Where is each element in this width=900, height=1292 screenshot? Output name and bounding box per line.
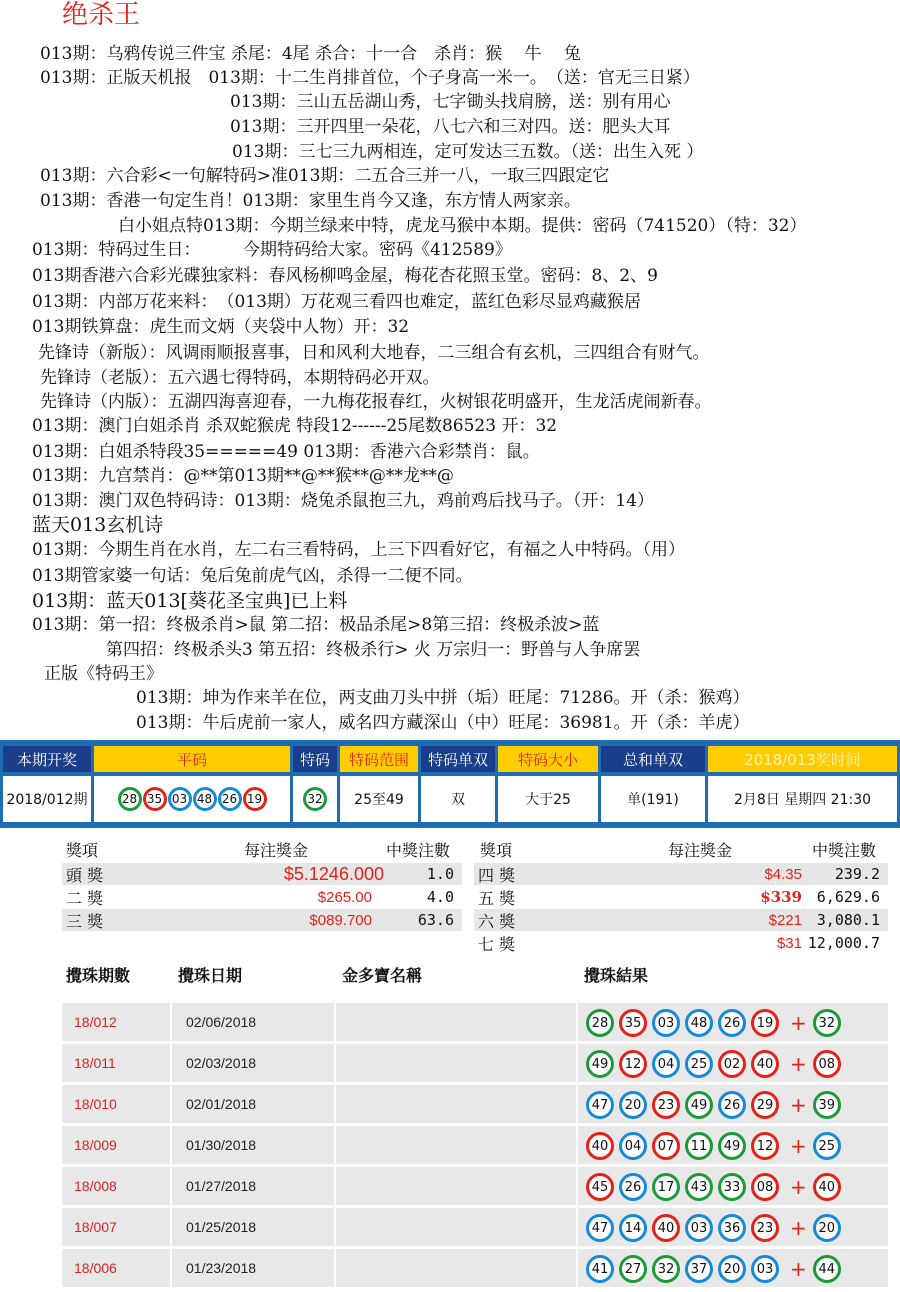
cell-divider <box>170 1208 172 1246</box>
cell-divider <box>576 1167 578 1205</box>
text-line: 013期铁算盘：虎生而文炳（夹袋中人物）开：32 <box>32 317 410 337</box>
text-line: 013期：牛后虎前一家人，威名四方藏深山（中）旺尾：36981。开（杀：羊虎） <box>136 713 750 733</box>
cell-divider <box>576 1126 578 1164</box>
number-ball: 04 <box>619 1132 647 1160</box>
prize-row <box>62 886 462 908</box>
special-ball: 32 <box>813 1009 841 1037</box>
prize-amount: $265.00 <box>317 888 372 906</box>
table-row <box>62 1126 888 1164</box>
prize-amount: $339 <box>760 888 802 906</box>
text-line: 013期：第一招：终极杀肖>鼠 第二招：极品杀尾>8第三招：终极杀波>蓝 <box>32 615 600 635</box>
number-ball: 29 <box>751 1091 779 1119</box>
number-ball: 37 <box>685 1255 713 1283</box>
header-special-number: 特码 <box>293 746 337 772</box>
special-ball: 39 <box>813 1091 841 1119</box>
number-ball: 23 <box>751 1214 779 1242</box>
page-title: 绝杀王 <box>62 0 141 30</box>
cell-divider <box>170 1167 172 1205</box>
history-winner <box>336 1167 576 1205</box>
history-issue: 18/007 <box>74 1219 117 1235</box>
number-ball: 36 <box>718 1214 746 1242</box>
history-header-issue: 攪珠期數 <box>66 966 131 985</box>
history-winner <box>336 1249 576 1287</box>
number-ball: 35 <box>619 1009 647 1037</box>
table-row <box>62 1208 888 1246</box>
table-row <box>62 1044 888 1082</box>
history-result <box>586 1091 841 1119</box>
prize-amount: $31 <box>776 934 802 952</box>
number-ball: 03 <box>168 787 192 811</box>
text-line: 正版《特码王》 <box>44 664 163 684</box>
text-line: 013期：九宫禁肖：@**第013期**@**猴**@**龙**@ <box>32 466 454 486</box>
text-line: 013期香港六合彩光碟独家料：春风杨柳鸣金屋，梅花杏花照玉堂。密码：8、2、9 <box>32 266 658 286</box>
special-ball: 32 <box>303 787 327 811</box>
number-ball: 08 <box>751 1173 779 1201</box>
number-ball: 25 <box>685 1050 713 1078</box>
draw-time: 2月8日 星期四 21:30 <box>708 776 897 822</box>
text-line: 013期：香港一句定生肖！013期：家里生肖今又逢，东方情人两家亲。 <box>40 191 581 211</box>
history-header <box>0 963 900 993</box>
number-ball: 19 <box>243 787 267 811</box>
prize-row <box>474 932 888 954</box>
table-row <box>62 1167 888 1205</box>
text-line: 013期：三开四里一朵花，八七六和三对四。送：肥头大耳 <box>230 117 671 137</box>
number-ball: 12 <box>619 1050 647 1078</box>
text-line: 蓝天013玄机诗 <box>32 514 164 536</box>
number-ball: 43 <box>685 1173 713 1201</box>
special-number <box>293 776 337 822</box>
draw-issue: 2018/012期 <box>3 776 91 822</box>
number-ball: 07 <box>652 1132 680 1160</box>
prize-header-name: 獎項 <box>66 841 99 860</box>
prize-row <box>474 909 888 931</box>
number-ball: 33 <box>718 1173 746 1201</box>
history-date: 01/25/2018 <box>186 1219 257 1235</box>
history-date: 02/06/2018 <box>186 1014 257 1030</box>
prize-name: 五 獎 <box>478 888 516 908</box>
plus-icon: + <box>790 1175 807 1199</box>
number-ball: 20 <box>619 1091 647 1119</box>
text-line: 013期：三七三九两相连，定可发达三五数。（送：出生入死 ） <box>232 142 704 162</box>
prize-amount: $5.1246.000 <box>283 863 384 884</box>
number-ball: 35 <box>143 787 167 811</box>
number-ball: 47 <box>586 1214 614 1242</box>
number-ball: 41 <box>586 1255 614 1283</box>
cell-divider <box>576 1208 578 1246</box>
table-row <box>62 1085 888 1123</box>
text-line: 白小姐点特013期：今期兰绿来中特，虎龙马猴中本期。提供：密码（741520）（特：32） <box>118 216 807 236</box>
prize-name: 六 獎 <box>478 911 516 931</box>
history-issue: 18/010 <box>74 1096 117 1112</box>
plus-icon: + <box>790 1052 807 1076</box>
prize-name: 七 獎 <box>478 934 516 954</box>
text-line: 013期：澳门白姐杀肖 杀双蛇猴虎 特段12------25尾数86523 开：32 <box>32 416 558 436</box>
prize-name: 頭 獎 <box>66 865 104 885</box>
number-ball: 45 <box>586 1173 614 1201</box>
history-result <box>586 1050 841 1078</box>
plus-icon: + <box>790 1093 807 1117</box>
history-issue: 18/006 <box>74 1260 117 1276</box>
prize-header-count: 中獎注數 <box>812 841 877 860</box>
history-header-winner: 金多寶名稱 <box>342 966 423 985</box>
prize-name: 四 獎 <box>478 865 516 885</box>
text-line: 013期管家婆一句话：兔后兔前虎气凶，杀得一二便不同。 <box>32 566 473 586</box>
cell-divider <box>170 1126 172 1164</box>
special-ball: 08 <box>813 1050 841 1078</box>
number-ball: 03 <box>685 1214 713 1242</box>
cell-divider <box>170 1085 172 1123</box>
prize-name: 三 獎 <box>66 911 104 931</box>
special-ball: 25 <box>813 1132 841 1160</box>
text-line: 013期：三山五岳湖山秀，七字锄头找肩膀，送：别有用心 <box>230 92 671 112</box>
special-size: 大于25 <box>498 776 598 822</box>
number-ball: 23 <box>652 1091 680 1119</box>
number-ball: 26 <box>718 1091 746 1119</box>
header-special-odd-even: 特码单双 <box>421 746 495 772</box>
prize-count: 1.0 <box>426 865 454 883</box>
header-current-draw: 本期开奖 <box>3 746 91 772</box>
history-winner <box>336 1003 576 1041</box>
prize-row <box>474 863 888 885</box>
number-ball: 17 <box>652 1173 680 1201</box>
history-winner <box>336 1044 576 1082</box>
header-draw-time: 2018/013奖时间 <box>708 746 897 772</box>
history-date: 02/03/2018 <box>186 1055 257 1071</box>
number-ball: 28 <box>586 1009 614 1037</box>
number-ball: 27 <box>619 1255 647 1283</box>
text-line: 先锋诗（老版）：五六遇七得特码，本期特码必开双。 <box>40 368 440 388</box>
header-sum-odd-even: 总和单双 <box>601 746 705 772</box>
number-ball: 12 <box>751 1132 779 1160</box>
normal-numbers <box>94 776 290 822</box>
number-ball: 40 <box>586 1132 614 1160</box>
history-winner <box>336 1208 576 1246</box>
plus-icon: + <box>790 1011 807 1035</box>
sum-odd-even: 单(191) <box>601 776 705 822</box>
plus-icon: + <box>790 1257 807 1281</box>
cell-divider <box>576 1085 578 1123</box>
history-date: 01/27/2018 <box>186 1178 257 1194</box>
number-ball: 26 <box>619 1173 647 1201</box>
number-ball: 20 <box>718 1255 746 1283</box>
special-odd-even: 双 <box>421 776 495 822</box>
text-line: 013期：正版天机报 013期：十二生肖排首位，个子身高一米一。 （送：官无三日紧） <box>40 68 700 88</box>
history-date: 02/01/2018 <box>186 1096 257 1112</box>
text-line: 013期：今期生肖在水肖，左二右三看特码，上三下四看好它，有福之人中特码。（用） <box>32 540 685 560</box>
history-result <box>586 1173 841 1201</box>
cell-divider <box>576 1003 578 1041</box>
history-result <box>586 1132 841 1160</box>
prize-row <box>62 863 462 885</box>
table-row <box>62 1003 888 1041</box>
history-issue: 18/011 <box>74 1055 116 1071</box>
history-winner <box>336 1126 576 1164</box>
table-row <box>62 1249 888 1287</box>
number-ball: 02 <box>718 1050 746 1078</box>
prize-count: 63.6 <box>417 911 454 929</box>
number-ball: 26 <box>218 787 242 811</box>
text-line: 先锋诗（新版）：风调雨顺报喜事，日和风利大地春，二三组合有玄机，三四组合有财气。 <box>38 343 710 363</box>
history-issue: 18/012 <box>74 1014 117 1030</box>
cell-divider <box>170 1003 172 1041</box>
text-line: 013期：乌鸦传说三件宝 杀尾：4尾 杀合：十一合 杀肖：猴 牛 兔 <box>40 44 581 64</box>
history-issue: 18/009 <box>74 1137 117 1153</box>
number-ball: 03 <box>751 1255 779 1283</box>
cell-divider <box>576 1249 578 1287</box>
prize-name: 二 獎 <box>66 888 104 908</box>
history-header-result: 攪珠結果 <box>584 966 649 985</box>
history-winner <box>336 1085 576 1123</box>
number-ball: 49 <box>586 1050 614 1078</box>
header-special-size: 特码大小 <box>498 746 598 772</box>
history-header-date: 攪珠日期 <box>178 966 243 985</box>
prize-amount: $221 <box>768 911 802 929</box>
text-line: 先锋诗（内版）：五湖四海喜迎春，一九梅花报春红，火树银花明盛开，生龙活虎闹新春。 <box>40 392 712 412</box>
number-ball: 49 <box>718 1132 746 1160</box>
header-special-range: 特码范围 <box>340 746 418 772</box>
plus-icon: + <box>790 1134 807 1158</box>
text-line: 013期：白姐杀特段35=====49 013期：香港六合彩禁肖：鼠。 <box>32 442 540 462</box>
prize-count: 12,000.7 <box>807 934 880 952</box>
text-line: 013期：内部万花来料： （013期）万花观三看四也难定，蓝红色彩尽显鸡藏猴居 <box>32 292 641 312</box>
prize-row <box>62 909 462 931</box>
number-ball: 04 <box>652 1050 680 1078</box>
history-result <box>586 1255 841 1283</box>
cell-divider <box>170 1249 172 1287</box>
prize-count: 3,080.1 <box>816 911 880 929</box>
history-result <box>586 1214 841 1242</box>
prize-amount: $4.35 <box>764 865 802 883</box>
number-ball: 28 <box>118 787 142 811</box>
number-ball: 14 <box>619 1214 647 1242</box>
text-line: 013期：蓝天013[葵花圣宝典]已上料 <box>32 590 348 612</box>
cell-divider <box>170 1044 172 1082</box>
prize-header-amount: 每注獎金 <box>668 841 733 860</box>
prize-row <box>474 886 888 908</box>
prize-count: 6,629.6 <box>816 888 880 906</box>
number-ball: 26 <box>718 1009 746 1037</box>
prize-count: 239.2 <box>834 865 880 883</box>
plus-icon: + <box>790 1216 807 1240</box>
history-date: 01/30/2018 <box>186 1137 257 1153</box>
prize-count: 4.0 <box>426 888 454 906</box>
special-range: 25至49 <box>340 776 418 822</box>
text-line: 013期：六合彩<一句解特码>准013期：二五合三并一八，一取三四跟定它 <box>40 166 610 186</box>
draw-summary-table <box>0 740 900 828</box>
history-date: 01/23/2018 <box>186 1260 257 1276</box>
prize-amount: $089.700 <box>309 911 372 929</box>
text-line: 013期：特码过生日： 今期特码给大家。密码《412589》 <box>32 240 512 260</box>
special-ball: 44 <box>813 1255 841 1283</box>
text-line: 013期：坤为作来羊在位，两支曲刀头中拼（垢）旺尾：71286。开（杀：猴鸡） <box>136 688 750 708</box>
number-ball: 32 <box>652 1255 680 1283</box>
number-ball: 03 <box>652 1009 680 1037</box>
number-ball: 47 <box>586 1091 614 1119</box>
text-line: 013期：澳门双色特码诗：013期：烧兔杀鼠抱三九，鸡前鸡后找马子。（开：14） <box>32 491 655 511</box>
header-normal-numbers: 平码 <box>94 746 290 772</box>
special-ball: 20 <box>813 1214 841 1242</box>
number-ball: 49 <box>685 1091 713 1119</box>
prize-header-amount: 每注獎金 <box>244 841 309 860</box>
prize-header-name: 獎項 <box>480 841 513 860</box>
history-issue: 18/008 <box>74 1178 117 1194</box>
cell-divider <box>576 1044 578 1082</box>
number-ball: 40 <box>652 1214 680 1242</box>
number-ball: 48 <box>193 787 217 811</box>
special-ball: 40 <box>813 1173 841 1201</box>
number-ball: 11 <box>685 1132 713 1160</box>
history-result <box>586 1009 841 1037</box>
text-line: 第四招：终极杀头3 第五招：终极杀行> 火 万宗归一：野兽与人争席罢 <box>106 640 641 660</box>
number-ball: 40 <box>751 1050 779 1078</box>
number-ball: 19 <box>751 1009 779 1037</box>
number-ball: 48 <box>685 1009 713 1037</box>
prize-header-count: 中獎注數 <box>386 841 451 860</box>
